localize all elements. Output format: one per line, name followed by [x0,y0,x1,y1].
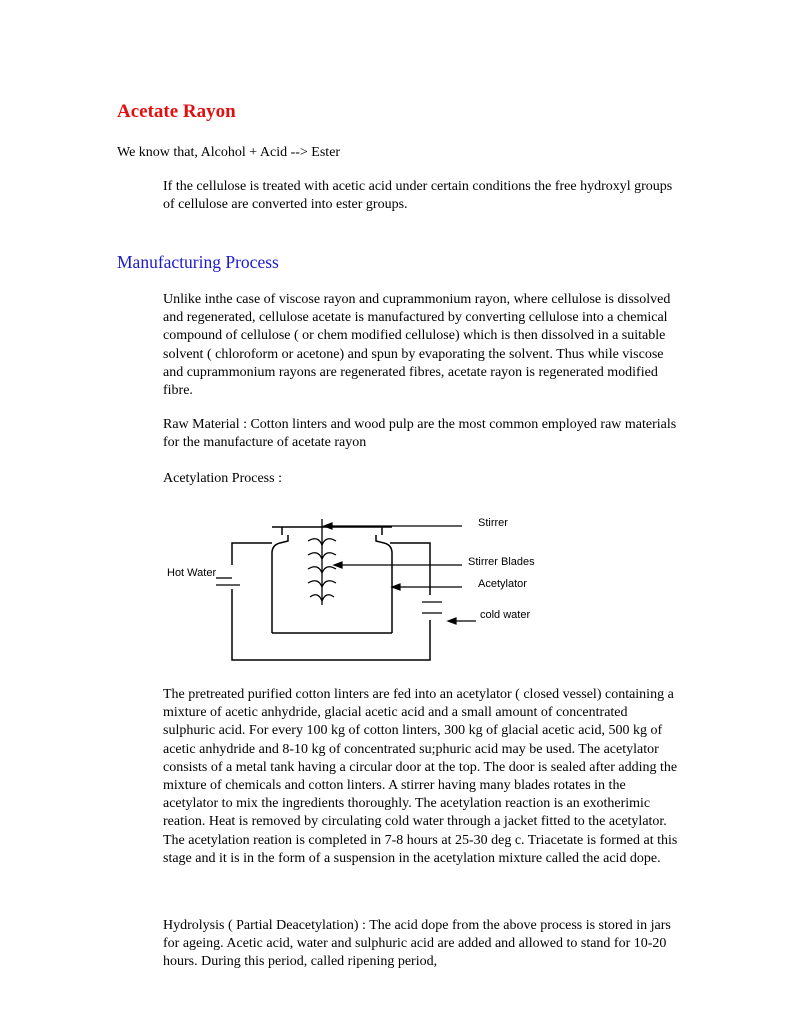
label-arrows [324,523,476,624]
cold-water-outlet [422,602,442,613]
acetylation-paragraph: The pretreated purified cotton linters are fed into an acetylator ( closed vessel) containing a mixture of acetic anhydride, glacial acetic acid and a small amount of concentrated sulphuric acid. For every 100 kg of cotton linters, 300 kg of glacial acetic acid, 500 kg of acetic anhydride and 8-10 kg of concentrated su;phuric acid may be used. The acetylator consists of a metal tank having a circular door at the top. The door is sealed after adding the mixture of chemicals and cotton linters. A stirrer having many blades rotates in the acetylator to mix the ingredients thoroughly. The acetylation reaction is an exotherimic reation. Heat is removed by circulating cold water through a jacket fitted to the acetylator. The acetylation reation is completed in 7-8 hours at 25-30 deg c. Triacetate is formed at this stage and it is in the form of a suspension in the acetylation mixture called the acid dope. [163,687,678,866]
hot-water-inlet [216,578,240,585]
acetylator-diagram [160,505,560,665]
label-stirrer-blades: Stirrer Blades [468,556,535,568]
label-cold-water: cold water [480,609,531,621]
label-acetylator: Acetylator [478,578,527,590]
jacket-outline [232,543,430,660]
acetylation-heading: Acetylation Process : [163,471,282,486]
intro-line: We know that, Alcohol + Acid --> Ester [117,145,341,160]
acetylator-tank [272,535,392,633]
section-heading: Manufacturing Process [117,252,279,272]
hydrolysis-paragraph: Hydrolysis ( Partial Deacetylation) : The acid dope from the above process is stored in jars for ageing. Acetic acid, water and sulphuric acid are added and allowed to stand for 10-20 hours. During this period, called ripening period, [163,918,671,970]
stirrer-blades [308,519,336,605]
label-hot-water: Hot Water [167,567,217,579]
page-title: Acetate Rayon [117,101,236,122]
intro-detail: If the cellulose is treated with acetic acid under certain conditions the free hydroxyl groups of cellulose are converted into ester groups. [163,179,673,213]
raw-material-paragraph: Raw Material : Cotton linters and wood pulp are the most common employed raw materials for the manufacture of acetate rayon [163,417,677,451]
label-stirrer: Stirrer [478,517,508,529]
process-paragraph: Unlike inthe case of viscose rayon and cuprammonium rayon, where cellulose is dissolved and regenerated, cellulose acetate is manufactured by converting cellulose into a chemical compound of cellulose ( or chem modified cellulose) which is then dissolved in a suitable solvent ( chloroform or acetone) and spun by evaporating the solvent. Thus while viscose and cuprammonium rayons are regenerated fibres, acetate rayon is regenerated modified fibre. [163,292,671,399]
